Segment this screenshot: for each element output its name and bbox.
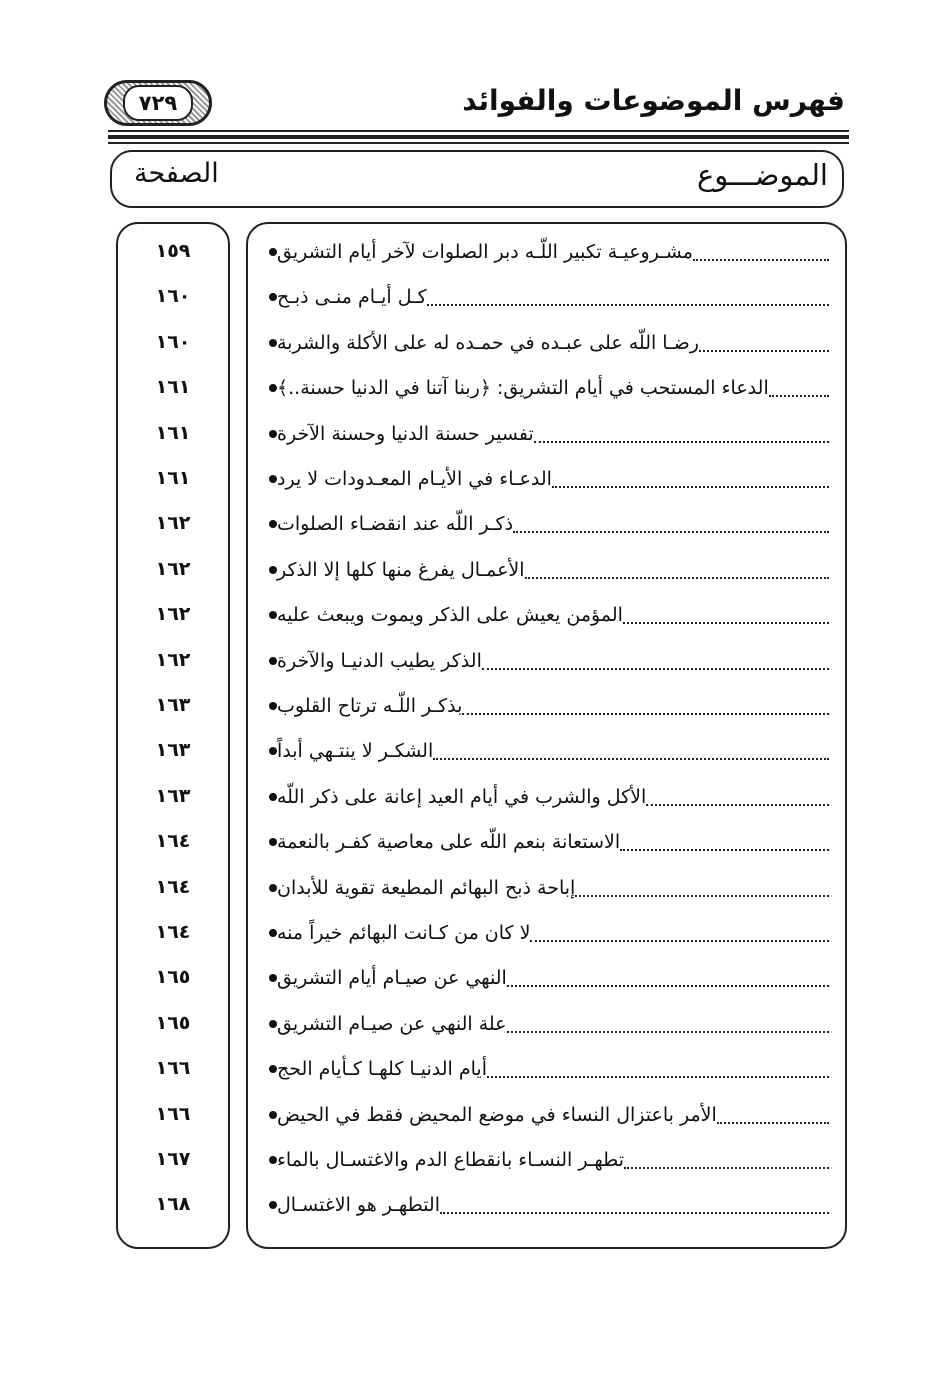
entry-page-number: ١٦٥: [155, 966, 191, 988]
entry-page-number: ١٦١: [155, 376, 191, 398]
entry-page-number: ١٦٣: [155, 739, 191, 761]
entry-title: الاستعانة بنعم اللّه على معاصية كفـر بالنعمة: [277, 831, 621, 853]
bullet-icon: [269, 1065, 277, 1073]
dot-leader: [525, 577, 829, 579]
entry-title: إباحة ذبح البهائم المطيعة تقوية للأبدان: [277, 877, 576, 899]
page-number-badge: [104, 80, 212, 126]
dot-leader: [487, 1076, 829, 1078]
index-entry: [259, 597, 831, 633]
dot-leader: [507, 985, 829, 987]
column-heading-page: الصفحة: [134, 158, 219, 189]
dot-leader: [623, 622, 829, 624]
entry-title: أيام الدنيـا كلهـا كـأيام الحج: [277, 1058, 487, 1080]
entry-page-number: ١٦٣: [155, 694, 191, 716]
entry-page-number: ١٦٣: [155, 785, 191, 807]
bullet-icon: [269, 657, 277, 665]
dot-leader: [699, 350, 829, 352]
entry-title: الأكل والشرب في أيام العيد إعانة على ذكر اللّه: [277, 786, 647, 808]
entry-title: التطهـر هو الاغتسـال: [277, 1194, 441, 1216]
index-entry: [259, 416, 831, 452]
bullet-icon: [269, 884, 277, 892]
entry-page-number: ١٦١: [155, 467, 191, 489]
index-entry: [259, 1097, 831, 1133]
running-title: فهرس الموضوعات والفوائد: [462, 84, 845, 117]
bullet-icon: [269, 702, 277, 710]
entry-page-number: ١٦٤: [155, 830, 191, 852]
index-entry: [259, 325, 831, 361]
bullet-icon: [269, 1201, 277, 1209]
entry-title: الشكـر لا ينتـهي أبداً: [277, 740, 434, 762]
bullet-icon: [269, 520, 277, 528]
entry-title: تطهـر النسـاء بانقطاع الدم والاغتسـال بالماء: [277, 1149, 625, 1171]
entry-title: تفسير حسنة الدنيا وحسنة الآخرة: [277, 423, 534, 445]
index-entry: [259, 552, 831, 588]
entry-title: كـل أيـام منـى ذبـح: [277, 286, 427, 308]
index-entry: [259, 779, 831, 815]
bullet-icon: [269, 339, 277, 347]
entry-page-number: ١٦٢: [155, 558, 191, 580]
entry-title: النهي عن صيـام أيام التشريق: [277, 967, 507, 989]
header-rule-thin-bottom: [108, 142, 849, 144]
bullet-icon: [269, 384, 277, 392]
entry-page-number: ١٦٢: [155, 603, 191, 625]
entry-page-number: ١٦٤: [155, 921, 191, 943]
entry-title: مشـروعيـة تكبير اللّـه دبر الصلوات لآخر أيام التشريق: [277, 241, 693, 263]
bullet-icon: [269, 293, 277, 301]
index-entry: [259, 733, 831, 769]
bullet-icon: [269, 793, 277, 801]
entry-title: رضـا اللّه على عبـده في حمـده له على الأكلة والشربة: [277, 332, 699, 354]
bullet-icon: [269, 1156, 277, 1164]
index-entry: [259, 1051, 831, 1087]
index-entry: [259, 1142, 831, 1178]
bullet-icon: [269, 747, 277, 755]
bullet-icon: [269, 430, 277, 438]
entry-title: ذكـر اللّه عند انقضـاء الصلوات: [277, 513, 514, 535]
bullet-icon: [269, 475, 277, 483]
bullet-icon: [269, 611, 277, 619]
dot-leader: [624, 1167, 829, 1169]
index-entry: [259, 461, 831, 497]
entry-page-number: ١٦١: [155, 422, 191, 444]
entry-title: الأعمـال يفرغ منها كلها إلا الذكر: [277, 559, 525, 581]
index-entry: [259, 688, 831, 724]
entry-title: علة النهي عن صيـام التشريق: [277, 1013, 507, 1035]
entry-title: المؤمن يعيش على الذكر ويموت ويبعث عليه: [277, 604, 623, 626]
dot-leader: [513, 531, 829, 533]
header-rule-thin-top: [108, 130, 849, 132]
entry-title: الدعـاء في الأيـام المعـدودات لا يرد: [277, 468, 552, 490]
index-entry: [259, 506, 831, 542]
index-entry: [259, 1006, 831, 1042]
page-number: ٧٢٩: [123, 85, 193, 121]
dot-leader: [482, 668, 829, 670]
index-entry: [259, 915, 831, 951]
bullet-icon: [269, 566, 277, 574]
dot-leader: [717, 1122, 829, 1124]
entry-page-number: ١٥٩: [155, 240, 191, 262]
bullet-icon: [269, 1111, 277, 1119]
entry-title: الذكر يطيب الدنيـا والآخرة: [277, 650, 482, 672]
dot-leader: [433, 758, 829, 760]
index-entry: [259, 234, 831, 270]
entry-title: الدعاء المستحب في أيام التشريق: ﴿ربنا آتنا في الدنيا حسنة..﴾: [277, 377, 769, 399]
dot-leader: [646, 804, 829, 806]
dot-leader: [530, 940, 829, 942]
dot-leader: [552, 486, 829, 488]
entry-page-number: ١٦٧: [155, 1148, 191, 1170]
dot-leader: [769, 395, 829, 397]
column-heading-topic: الموضـــوع: [696, 158, 828, 192]
index-entry: [259, 960, 831, 996]
index-entry: [259, 643, 831, 679]
entry-page-number: ١٦٢: [155, 649, 191, 671]
entry-title: بذكـر اللّـه ترتاح القلوب: [277, 695, 463, 717]
bullet-icon: [269, 974, 277, 982]
bullet-icon: [269, 248, 277, 256]
header-rule-thick: [108, 135, 849, 139]
entry-page-number: ١٦٤: [155, 876, 191, 898]
entry-page-number: ١٦٦: [155, 1103, 191, 1125]
entry-page-number: ١٦٢: [155, 512, 191, 534]
index-entry: [259, 370, 831, 406]
entry-title: الأمر باعتزال النساء في موضع المحيض فقط في الحيض: [277, 1104, 717, 1126]
entry-title: لا كان من كـانت البهائم خيراً منه: [277, 922, 531, 944]
index-entry: [259, 824, 831, 860]
dot-leader: [575, 895, 829, 897]
dot-leader: [534, 441, 829, 443]
entry-page-number: ١٦٦: [155, 1057, 191, 1079]
dot-leader: [427, 304, 829, 306]
index-entry: [259, 870, 831, 906]
dot-leader: [693, 259, 829, 261]
bullet-icon: [269, 1020, 277, 1028]
index-entry: [259, 279, 831, 315]
entry-page-number: ١٦٠: [155, 331, 191, 353]
column-headings: [110, 150, 844, 208]
entry-page-number: ١٦٥: [155, 1012, 191, 1034]
index-entry: [259, 1187, 831, 1223]
dot-leader: [620, 849, 829, 851]
entry-page-number: ١٦٠: [155, 285, 191, 307]
bullet-icon: [269, 929, 277, 937]
bullet-icon: [269, 838, 277, 846]
entry-page-number: ١٦٨: [155, 1193, 191, 1215]
dot-leader: [507, 1031, 829, 1033]
dot-leader: [462, 713, 829, 715]
dot-leader: [440, 1212, 829, 1214]
